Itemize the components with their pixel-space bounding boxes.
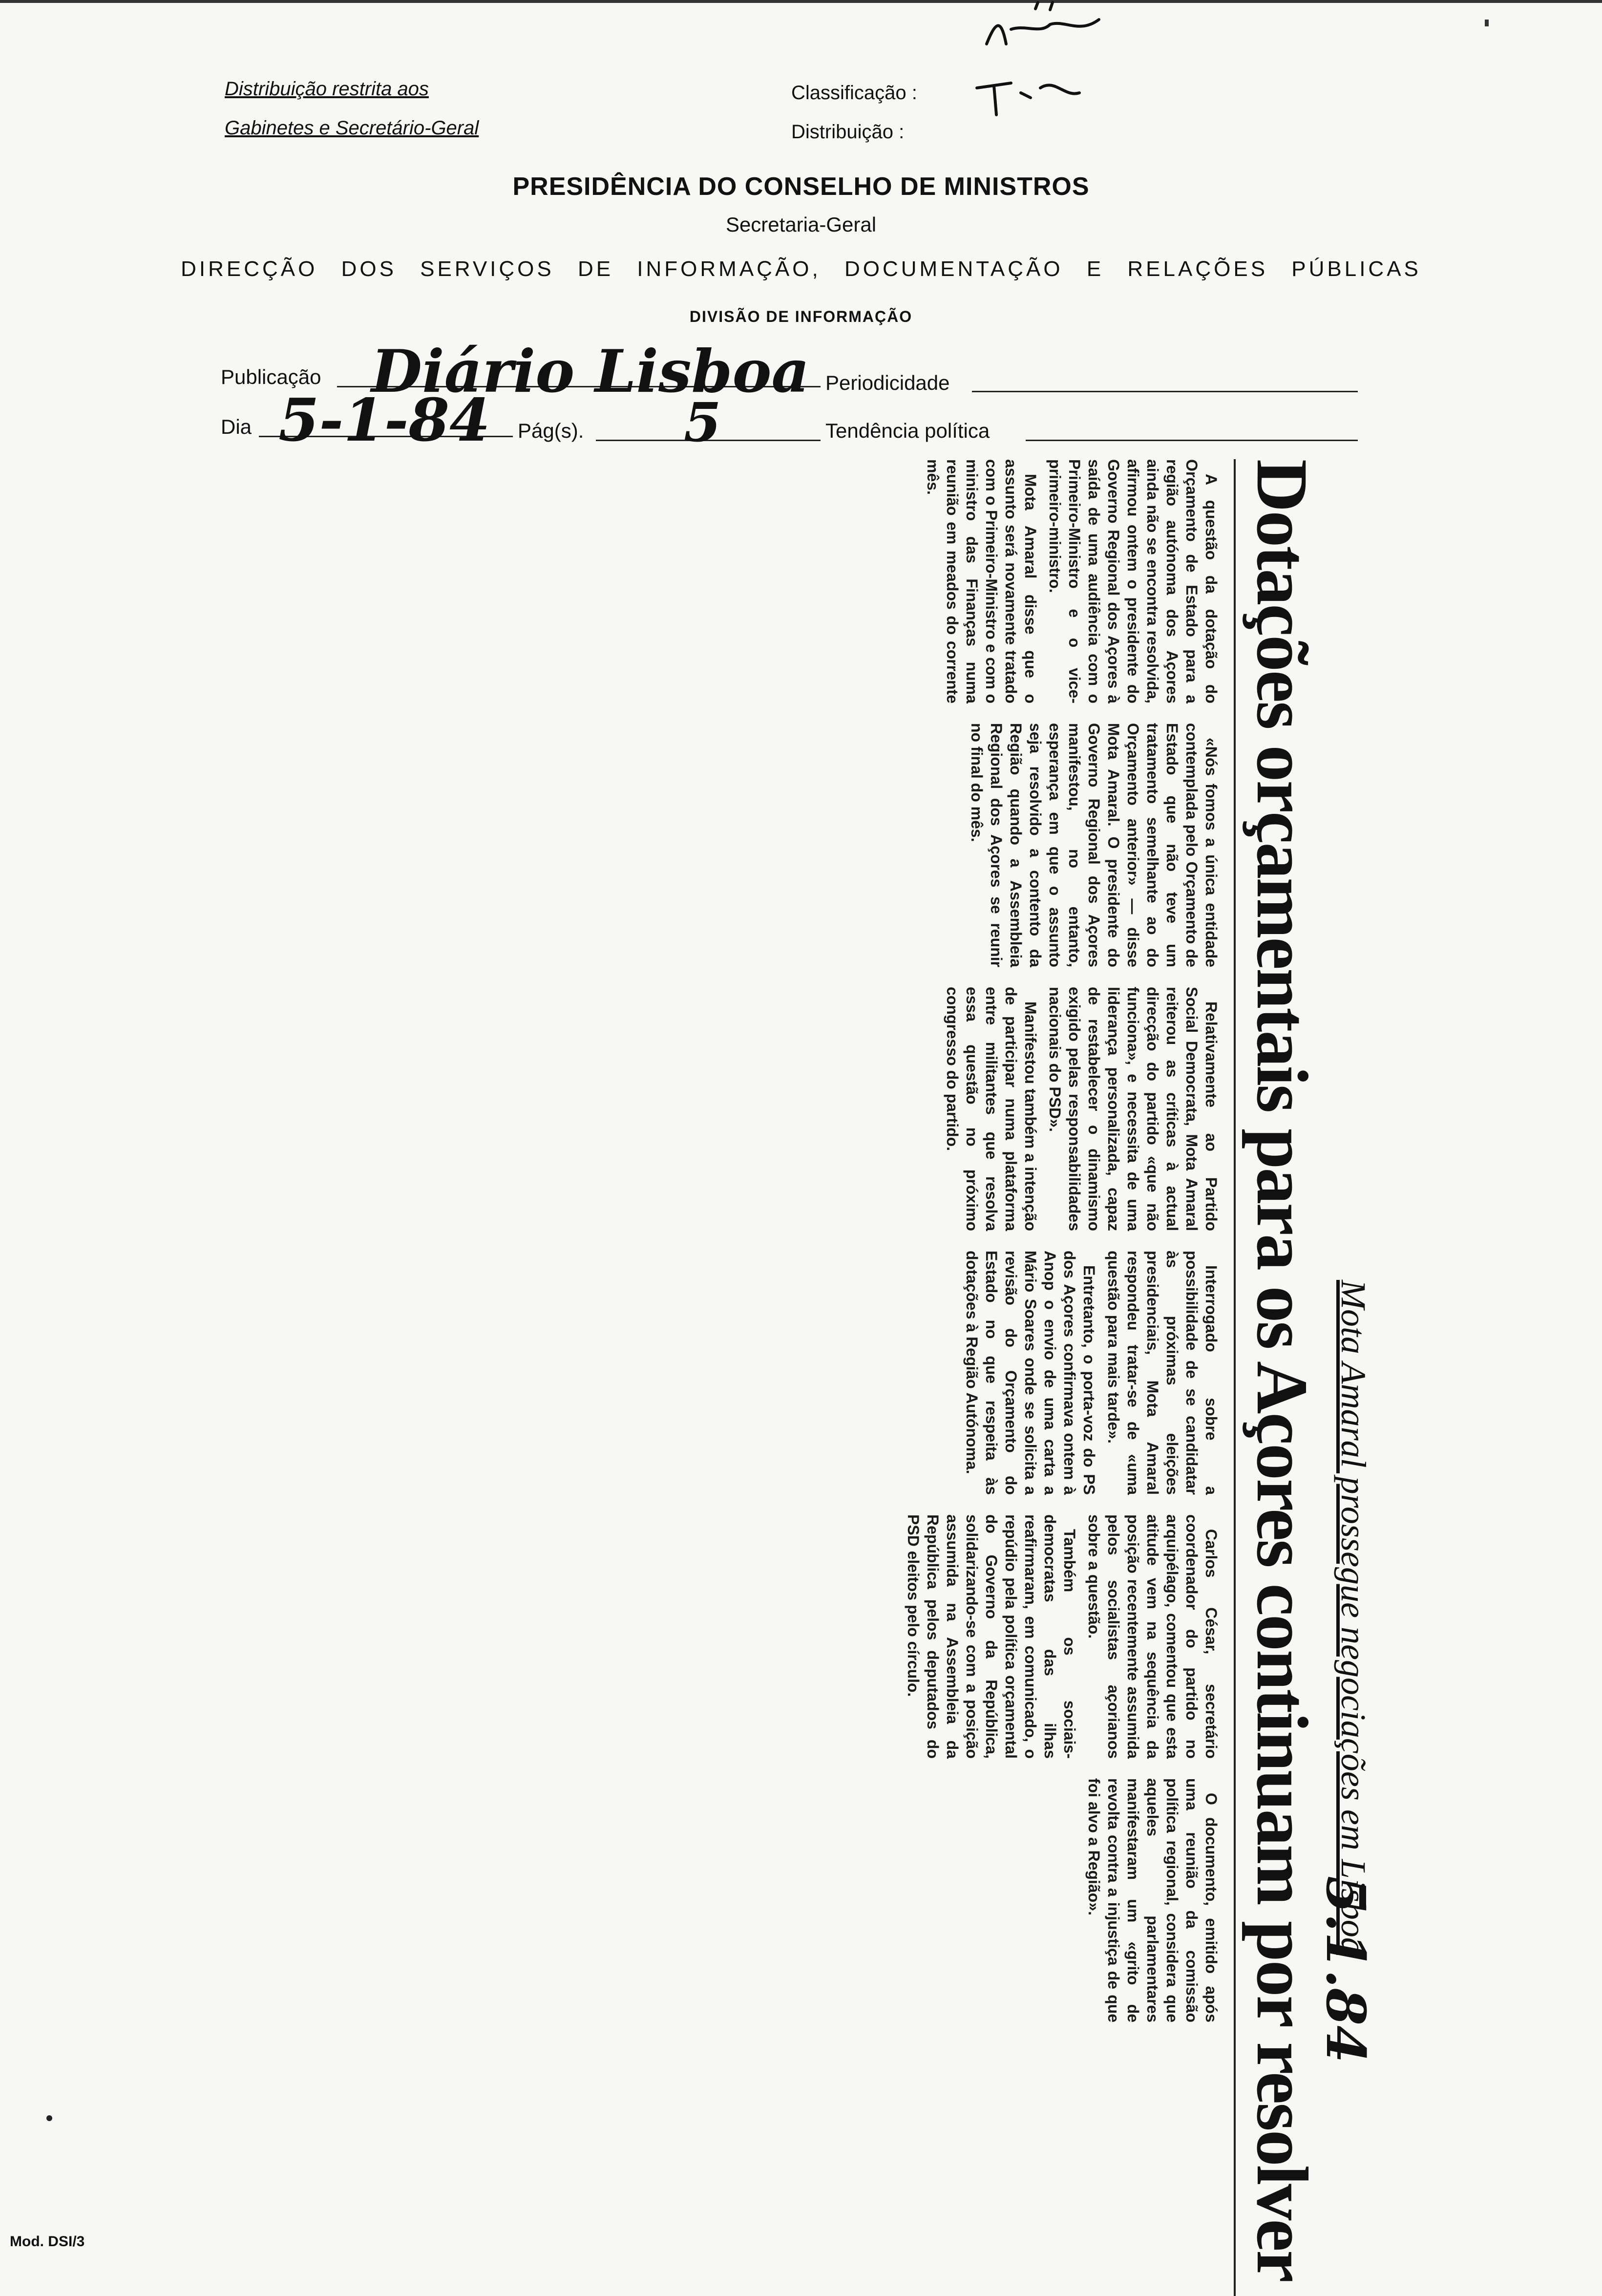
top-border-line xyxy=(0,0,1602,3)
article-column-1 xyxy=(918,459,1221,703)
publicacao-label: Publicação xyxy=(221,365,321,388)
department-line: DIRECÇÃO DOS SERVIÇOS DE INFORMAÇÃO, DOCUMENTAÇÃO E RELAÇÕES PÚBLICAS xyxy=(181,257,1421,281)
tendencia-line xyxy=(1026,440,1358,441)
article-column-5 xyxy=(899,1514,1221,1759)
scan-speck xyxy=(46,2115,52,2121)
article-paragraph: Carlos César, secretário coordenador do partido no arquipélago, comentou que esta atitude vem na sequência da posição recentemente assumida pelos socialistas açorianos sobre a questão. xyxy=(1085,1514,1220,1759)
article-paragraph: Também os sociais-democratas das ilhas reafirmaram, em comunicado, o repúdio pela política orçamental do Governo da República, solidarizando-se com a posição assumida na Assembleia da República pelos deputados do PSD eleitos pelo círculo. xyxy=(905,1514,1078,1759)
distribution-note-line2: Gabinetes e Secretário-Geral xyxy=(225,117,479,139)
article-paragraph: Relativamente ao Partido Social Democrata, Mota Amaral reiterou as críticas à actual direcção do partido «que não funciona», e necessita de uma liderança personalizada, capaz de restabelecer o dinamismo exigido pelas responsabilidades nacionais do PSD». xyxy=(1046,987,1220,1231)
article-column-6 xyxy=(1079,1778,1221,2022)
dia-value: 5-1-84 xyxy=(278,386,490,455)
dia-label: Dia xyxy=(221,415,252,438)
clipping-rule xyxy=(1234,459,1236,2296)
article-paragraph: Manifestou também a intenção de participar numa plataforma entre militantes que resolva essa questão no próximo congresso do partido. xyxy=(944,987,1039,1231)
article-paragraph: Interrogado sobre a possibilidade de se candidatar às próximas eleições presidenciais, Mota Amaral respondeu tratar-se de «uma questão para mais tarde». xyxy=(1105,1251,1220,1495)
article-column-3 xyxy=(938,987,1221,1231)
article-paragraph: A questão da dotação do Orçamento de Estado para a região autónoma dos Açores ainda não se encontra resolvida, afirmou ontem o presidente do Governo Regional dos Açores à saída de uma audiência com o Primeiro-Ministro e o vice-primeiro-ministro. xyxy=(1046,459,1220,703)
article-column-2 xyxy=(962,723,1221,967)
division-line: DIVISÃO DE INFORMAÇÃO xyxy=(689,308,913,325)
article-paragraph: O documento, emitido após uma reunião da comissão política regional, considera que aqueles parlamentares manifestaram um «grito de revolta contra a injustiça de que foi alvo a Região». xyxy=(1085,1778,1220,2022)
periodicidade-label: Periodicidade xyxy=(825,371,950,394)
form-code: Mod. DSI/3 xyxy=(10,2233,85,2250)
classificacao-label: Classificação : xyxy=(791,82,917,104)
publicacao-value: Diário Lisboa xyxy=(371,337,810,406)
scan-speck xyxy=(1485,20,1489,26)
pags-label: Pág(s). xyxy=(518,419,584,442)
clipping-headline: Dotações orçamentais para os Açores continuam por resolver xyxy=(1242,459,1323,2281)
newspaper-clipping xyxy=(830,459,1382,2296)
article-paragraph: Entretanto, o porta-voz do PS dos Açores confirmava ontem à Anop o envio de uma carta a Mário Soares onde se solicita a revisão do Orçamento do Estado no que respeita às dotações à Região Autónoma. xyxy=(963,1251,1098,1495)
pags-value: 5 xyxy=(684,391,721,454)
tendencia-label: Tendência política xyxy=(825,419,990,442)
handwritten-scribble xyxy=(967,0,1143,127)
article-paragraph: Mota Amaral disse que o assunto será novamente tratado com o Primeiro-Ministro e com o ministro das Finanças numa reunião em meados do corrente mês. xyxy=(924,459,1039,703)
distribution-note-line1: Distribuição restrita aos xyxy=(225,78,429,100)
article-paragraph: «Nós fomos a única entidade contemplada pelo Orçamento de Estado que não teve um tratamento semelhante ao do Orçamento anterior» — disse Mota Amaral. O presidente do Governo Regional dos Açores manifestou, no entanto, esperança em que o assunto seja resolvido a contento da Região quando a Assembleia Regional dos Açores se reunir no final do mês. xyxy=(968,723,1220,967)
handwritten-date: 5.1.84 xyxy=(1314,1876,1377,2063)
periodicidade-line xyxy=(972,391,1358,392)
page-title: PRESIDÊNCIA DO CONSELHO DE MINISTROS xyxy=(512,172,1090,201)
clipping-kicker: Mota Amaral prossegue negociações em Lisboa xyxy=(1334,1280,1373,1955)
article-column-4 xyxy=(957,1251,1221,1495)
page-subtitle: Secretaria-Geral xyxy=(725,213,877,236)
distribuicao-label: Distribuição : xyxy=(791,121,905,143)
